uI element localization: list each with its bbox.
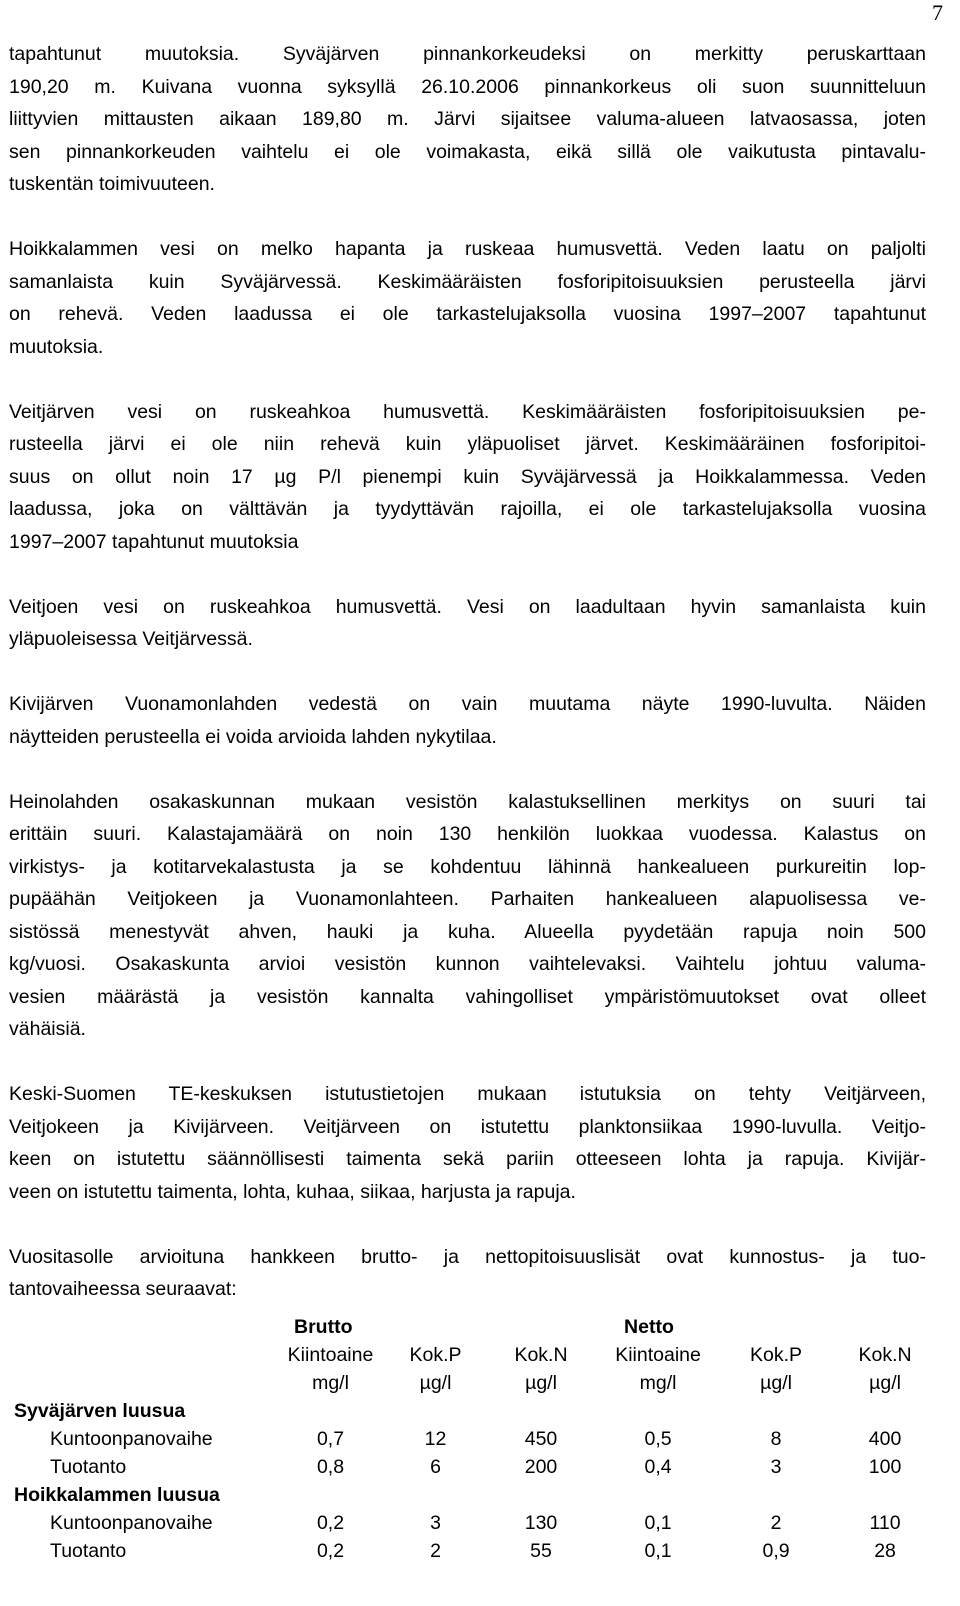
group-label: Hoikkalammen luusua (14, 1484, 220, 1506)
brutto-header: Brutto (294, 1316, 353, 1338)
text-line: tantovaiheessa seuraavat: (9, 1278, 237, 1300)
paragraph-stocking (9, 1078, 926, 1208)
row-label: Kuntoonpanovaihe (50, 1428, 213, 1450)
column-header: Kok.P (409, 1344, 462, 1366)
column-header: Kok.N (858, 1344, 912, 1366)
unit-label: µg/l (869, 1372, 901, 1394)
table-row (14, 1509, 944, 1537)
concentration-table (14, 1313, 944, 1565)
table-cell: 200 (524, 1456, 558, 1478)
row-label: Kuntoonpanovaihe (50, 1512, 213, 1534)
text-line: muutoksia. (9, 335, 104, 358)
table-cell: 28 (874, 1540, 896, 1562)
table-cell: 100 (868, 1456, 902, 1478)
text-line: samanlaista kuin Syväjärvessä. Keskimääräisten fosforipitoisuuksien perusteella järvi (9, 270, 926, 293)
column-header: Kok.P (750, 1344, 803, 1366)
text-line: Veitjärven vesi on ruskeahkoa humusvettä. Keskimääräisten fosforipitoisuuksien pe- (9, 400, 926, 423)
text-line: kg/vuosi. Osakaskunta arvioi vesistön kunnon vaihtelevaksi. Vaihtelu johtuu valuma- (9, 953, 926, 975)
text-line: näytteiden perusteella ei voida arvioida lahden nykytilaa. (9, 725, 497, 748)
text-line: suus on ollut noin 17 µg P/l pienempi kuin Syväjärvessä ja Hoikkalammessa. Veden (9, 465, 926, 488)
text-line: vähäisiä. (9, 1018, 86, 1040)
table-cell: 400 (868, 1428, 902, 1450)
table-cell: 0,1 (644, 1540, 672, 1562)
table-cell: 2 (430, 1540, 441, 1562)
table-cell: 0,5 (644, 1428, 672, 1450)
table-row (14, 1453, 944, 1481)
text-line: liittyvien mittausten aikaan 189,80 m. Järvi sijaitsee valuma-alueen latvaosassa, joten (9, 108, 926, 130)
table-group-row (14, 1481, 944, 1509)
text-line: on rehevä. Veden laadussa ei ole tarkastelujaksolla vuosina 1997–2007 tapahtunut (9, 303, 926, 325)
table-cell: 0,7 (316, 1428, 345, 1450)
page-number: 7 (932, 0, 943, 25)
paragraph-veitjoki (9, 591, 926, 656)
text-line: pupäähän Veitjokeen ja Vuonamonlahteen. Parhaiten hankealueen alapuolisessa ve- (9, 888, 926, 910)
text-line: Keski-Suomen TE-keskuksen istutustietojen mukaan istutuksia on tehty Veitjärveen, (9, 1083, 926, 1105)
text-line: Hoikkalammen vesi on melko hapanta ja ruskeaa humusvettä. Veden laatu on paljolti (9, 238, 926, 260)
table-row (14, 1425, 944, 1453)
table-cell: 0,9 (762, 1540, 790, 1562)
text-line: erittäin suuri. Kalastajamäärä on noin 130 henkilön luokkaa vuodessa. Kalastus on (9, 823, 926, 845)
table-row (14, 1537, 944, 1565)
text-line: tuskentän toimivuuteen. (9, 173, 215, 195)
row-label: Tuotanto (50, 1540, 127, 1562)
unit-label: mg/l (312, 1372, 349, 1394)
table-cell: 55 (530, 1540, 552, 1562)
paragraph-loads-intro (9, 1241, 926, 1306)
table-cell: 0,1 (644, 1512, 672, 1534)
column-header: Kok.N (514, 1344, 568, 1366)
table-unit-row (14, 1369, 944, 1397)
text-line: keen on istutettu säännöllisesti taimenta sekä pariin otteeseen lohta ja rapuja. Kivijär- (9, 1148, 926, 1170)
row-label: Tuotanto (50, 1456, 127, 1478)
text-line: 190,20 m. Kuivana vuonna syksyllä 26.10.2006 pinnankorkeus oli suon suunnitteluun (9, 75, 926, 98)
unit-label: µg/l (419, 1372, 452, 1394)
column-header: Kiintoaine (287, 1344, 374, 1366)
paragraph-water-level (9, 38, 926, 201)
table-cell: 0,2 (316, 1512, 345, 1534)
table-cell: 0,8 (316, 1456, 345, 1478)
table-cell: 2 (770, 1512, 782, 1534)
paragraph-hoikkalampi (9, 233, 926, 363)
table-cell: 450 (524, 1428, 558, 1450)
table-cell: 3 (770, 1456, 782, 1478)
text-line: Veitjoen vesi on ruskeahkoa humusvettä. Vesi on laadultaan hyvin samanlaista kuin (9, 595, 926, 618)
table-cell: 0,2 (316, 1540, 345, 1562)
text-line: veen on istutettu taimenta, lohta, kuhaa, siikaa, harjusta ja rapuja. (9, 1180, 576, 1203)
text-line: sen pinnankorkeuden vaihtelu ei ole voimakasta, eikä sillä ole vaikutusta pintavalu- (9, 140, 926, 163)
group-label: Syväjärven luusua (14, 1400, 186, 1422)
text-line: rusteella järvi ei ole niin rehevä kuin yläpuoliset järvet. Keskimääräinen fosforipitoi- (9, 433, 926, 455)
text-line: 1997–2007 tapahtunut muutoksia (9, 530, 299, 553)
text-line: Vuositasolle arvioituna hankkeen brutto- ja nettopitoisuuslisät ovat kunnostus- ja tuo- (9, 1245, 926, 1268)
table-cell: 12 (424, 1428, 447, 1450)
table-cell: 0,4 (644, 1456, 672, 1478)
table-cell: 6 (430, 1456, 441, 1478)
unit-label: µg/l (760, 1372, 792, 1394)
text-line: sistössä menestyvät ahven, hauki ja kuha. Alueella pyydetään rapuja noin 500 (9, 920, 926, 943)
table-group-header-row (14, 1313, 944, 1341)
table-cell: 130 (524, 1512, 558, 1534)
table-cell: 110 (869, 1512, 901, 1534)
body-text (9, 38, 926, 1338)
table-cell: 3 (430, 1512, 441, 1534)
text-line: yläpuoleisessa Veitjärvessä. (9, 628, 253, 650)
table-group-row (14, 1397, 944, 1425)
paragraph-vuonamonlahti (9, 688, 926, 753)
text-line: Kivijärven Vuonamonlahden vedestä on vain muutama näyte 1990-luvulta. Näiden (9, 693, 926, 715)
paragraph-veitjarvi (9, 396, 926, 559)
table-column-header-row (14, 1341, 944, 1369)
text-line: vesien määrästä ja vesistön kannalta vahingolliset ympäristömuutokset ovat olleet (9, 985, 926, 1008)
text-line: virkistys- ja kotitarvekalastusta ja se kohdentuu lähinnä hankealueen purkureitin lop- (9, 855, 926, 878)
column-header: Kiintoaine (615, 1344, 701, 1366)
text-line: Heinolahden osakaskunnan mukaan vesistön kalastuksellinen merkitys on suuri tai (9, 790, 926, 813)
unit-label: mg/l (639, 1372, 677, 1394)
unit-label: µg/l (525, 1372, 557, 1394)
table-cell: 8 (770, 1428, 782, 1450)
netto-header: Netto (624, 1316, 674, 1338)
text-line: laadussa, joka on välttävän ja tyydyttävän rajoilla, ei ole tarkastelujaksolla vuosina (9, 498, 926, 520)
paragraph-fishing (9, 786, 926, 1046)
text-line: tapahtunut muutoksia. Syväjärven pinnankorkeudeksi on merkitty peruskarttaan (9, 43, 926, 65)
text-line: Veitjokeen ja Kivijärveen. Veitjärveen on istutettu planktonsiikaa 1990-luvulla. Veitjo- (9, 1115, 926, 1138)
